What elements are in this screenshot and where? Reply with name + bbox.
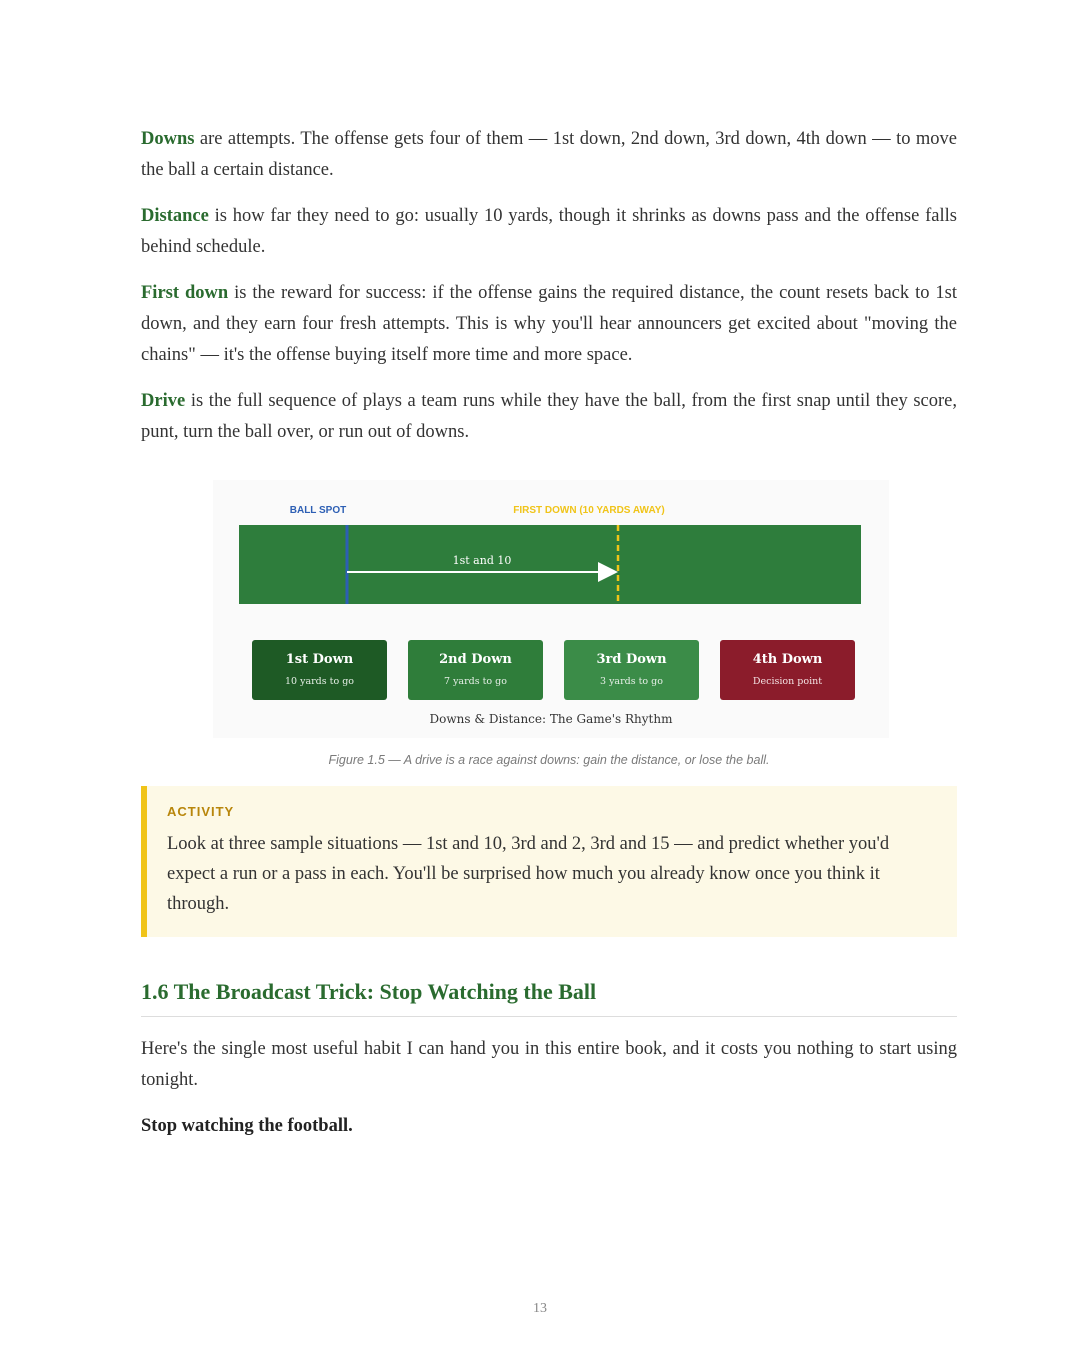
paragraph-drive	[141, 386, 957, 448]
term-first-down: First down	[141, 283, 229, 303]
activity-text: Look at three sample situations — 1st and 10, 3rd and 2, 3rd and 15 — and predict whether you'd expect a run or a pass in each. You'll be surprised how much you already know once you think it through.	[167, 834, 890, 914]
down-card-subtitle: Decision point	[752, 676, 823, 687]
term-downs: Downs	[141, 129, 195, 149]
ball-spot-label: BALL SPOT	[289, 505, 347, 516]
down-card-4	[720, 640, 855, 700]
paragraph-distance	[141, 201, 957, 263]
downs-diagram	[213, 480, 889, 738]
first-down-label: FIRST DOWN (10 YARDS AWAY)	[513, 505, 665, 516]
down-card-title: 3rd Down	[596, 652, 667, 667]
diagram-title: Downs & Distance: The Game's Rhythm	[429, 712, 673, 726]
down-card-subtitle: 3 yards to go	[600, 676, 663, 687]
term-distance: Distance	[141, 206, 209, 226]
down-card-2	[408, 640, 543, 700]
activity-callout	[141, 786, 957, 937]
paragraph-text: are attempts. The offense gets four of them — 1st down, 2nd down, 3rd down, 4th down — to move the ball a certain distance.	[141, 129, 957, 180]
section-heading: 1.6 The Broadcast Trick: Stop Watching the Ball	[141, 979, 957, 1017]
down-card-subtitle: 7 yards to go	[444, 676, 507, 687]
paragraph-downs	[141, 124, 957, 186]
field-strip	[239, 525, 861, 604]
paragraph-text: is the full sequence of plays a team runs while they have the ball, from the first snap until they score, punt, turn the ball over, or run out of downs.	[141, 391, 957, 442]
emphasis-line: Stop watching the football.	[141, 1116, 353, 1136]
paragraph-first-down	[141, 278, 957, 371]
activity-label: ACTIVITY	[167, 804, 235, 819]
section-intro: Here's the single most useful habit I can hand you in this entire book, and it costs you nothing to start using tonight.	[141, 1039, 957, 1090]
down-card-title: 2nd Down	[439, 652, 512, 667]
page-number: 13	[533, 1301, 547, 1316]
page-content	[141, 124, 957, 1157]
down-card-3	[564, 640, 699, 700]
paragraph-text: is how far they need to go: usually 10 yards, though it shrinks as downs pass and the offense falls behind schedule.	[141, 206, 957, 257]
figure-downs-distance	[141, 480, 957, 780]
paragraph-text: is the reward for success: if the offense gains the required distance, the count resets back to 1st down, and they earn four fresh attempts. This is why you'll hear announcers get excited about "moving the chains" — it's the offense buying itself more time and more space.	[141, 283, 957, 365]
down-card-1	[252, 640, 387, 700]
down-card-title: 4th Down	[752, 652, 823, 667]
term-drive: Drive	[141, 391, 186, 411]
figure-caption: Figure 1.5 — A drive is a race against downs: gain the distance, or lose the ball.	[328, 753, 770, 767]
arrow-label: 1st and 10	[452, 554, 512, 567]
diagram-panel	[213, 480, 889, 738]
down-card-title: 1st Down	[285, 652, 354, 667]
down-card-subtitle: 10 yards to go	[284, 676, 355, 687]
